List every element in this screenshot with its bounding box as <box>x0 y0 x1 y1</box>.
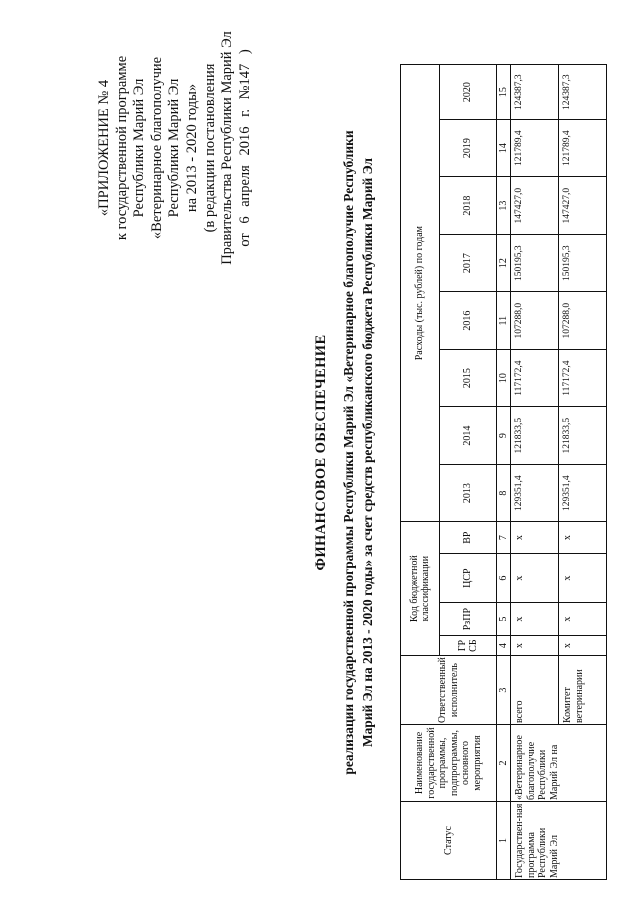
row-rzpr: х <box>559 603 607 636</box>
annex-line: на 2013 - 2020 годы» <box>183 83 200 213</box>
row-value: 150195,3 <box>511 235 559 292</box>
column-number: 11 <box>497 292 511 350</box>
row-csr: х <box>511 554 559 603</box>
column-number: 6 <box>497 554 511 603</box>
document-subtitle-line-2: Марий Эл на 2013 - 2020 годы» за счет средств республиканского бюджета Республики Марий Эл <box>360 157 375 748</box>
column-number: 12 <box>497 235 511 292</box>
table-row <box>511 65 559 880</box>
row-value: 107288,0 <box>559 292 607 350</box>
header-year: 2016 <box>440 292 497 350</box>
row-value: 129351,4 <box>559 465 607 522</box>
row-value: 121789,4 <box>559 120 607 177</box>
header-status: Статус <box>401 802 497 880</box>
header-year: 2020 <box>440 65 497 120</box>
row-value: 147427,0 <box>511 177 559 235</box>
column-number: 3 <box>497 656 511 725</box>
row-name: «Ветеринарное благополучие Республики Марий Эл на <box>511 725 607 802</box>
document-subtitle-line-1: реализации государственной программы Республики Марий Эл «Ветеринарное благополучие Республики <box>341 130 356 775</box>
header-vr: ВР <box>440 522 497 554</box>
column-number: 15 <box>497 65 511 120</box>
row-value: 150195,3 <box>559 235 607 292</box>
column-number: 1 <box>497 802 511 880</box>
row-value: 121833,5 <box>559 407 607 465</box>
column-number: 5 <box>497 603 511 636</box>
header-year: 2014 <box>440 407 497 465</box>
header-expenses: Расходы (тыс. рублей) по годам <box>401 65 440 522</box>
column-number: 13 <box>497 177 511 235</box>
column-number: 10 <box>497 350 511 407</box>
annex-line: Республики Марий Эл <box>131 78 148 218</box>
column-number: 4 <box>497 636 511 656</box>
column-number: 14 <box>497 120 511 177</box>
row-value: 129351,4 <box>511 465 559 522</box>
header-budget-code: Код бюджетной классификации <box>401 522 440 656</box>
header-csr: ЦСР <box>440 554 497 603</box>
header-year: 2017 <box>440 235 497 292</box>
row-value: 124387,3 <box>559 65 607 120</box>
row-vr: х <box>559 522 607 554</box>
header-rzpr: РзПР <box>440 603 497 636</box>
document-title: ФИНАНСОВОЕ ОБЕСПЕЧЕНИЕ <box>313 334 329 571</box>
annex-line: Правительства Республики Марий Эл <box>219 31 236 265</box>
annex-line: к государственной программе <box>113 55 130 241</box>
annex-line: Республики Марий Эл <box>166 78 183 218</box>
row-value: 107288,0 <box>511 292 559 350</box>
row-value: 121833,5 <box>511 407 559 465</box>
annex-line: «Ветеринарное благополучие <box>148 56 165 240</box>
header-year: 2018 <box>440 177 497 235</box>
annex-block <box>96 17 254 279</box>
row-grbs: х <box>511 636 559 656</box>
row-value: 117172,4 <box>511 350 559 407</box>
header-grbs: ГР СБ <box>440 636 497 656</box>
row-rzpr: х <box>511 603 559 636</box>
annex-line: (в редакции постановления <box>201 63 218 233</box>
row-value: 121789,4 <box>511 120 559 177</box>
header-name: Наименование государственной программы, подпрограммы, основного мероприятия <box>401 725 497 802</box>
row-value: 147427,0 <box>559 177 607 235</box>
column-number: 8 <box>497 465 511 522</box>
header-year: 2015 <box>440 350 497 407</box>
column-number: 7 <box>497 522 511 554</box>
annex-line: от 6 апреля 2016 г. №147 ) <box>236 49 253 247</box>
header-year: 2013 <box>440 465 497 522</box>
row-vr: х <box>511 522 559 554</box>
row-value: 117172,4 <box>559 350 607 407</box>
column-number: 9 <box>497 407 511 465</box>
row-value: 124387,3 <box>511 65 559 120</box>
row-executor: всего <box>511 656 559 725</box>
header-executor: Ответственный исполнитель <box>401 656 497 725</box>
column-numbers-row <box>497 65 511 880</box>
row-csr: х <box>559 554 607 603</box>
header-year: 2019 <box>440 120 497 177</box>
row-status: Государствен-ная программа Республики Марий Эл <box>511 802 607 880</box>
annex-line: «ПРИЛОЖЕНИЕ № 4 <box>96 79 112 217</box>
financing-table <box>400 64 607 880</box>
row-executor: Комитет ветеринарии <box>559 656 607 725</box>
column-number: 2 <box>497 725 511 802</box>
row-grbs: х <box>559 636 607 656</box>
